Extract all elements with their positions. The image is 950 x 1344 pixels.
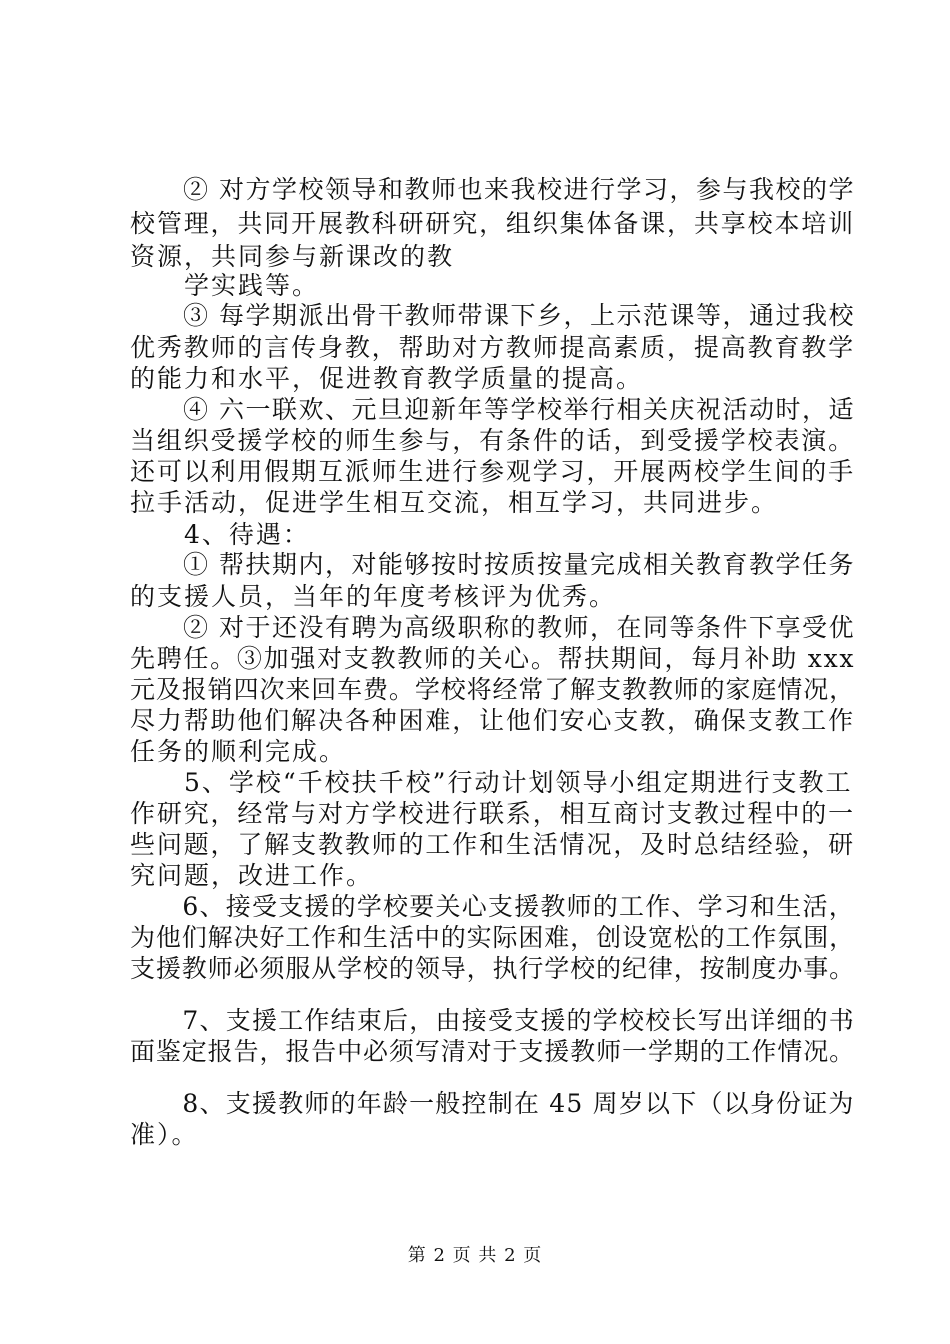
page-number: 第 2 页 共 2 页 [407,1245,543,1266]
text-line: 先聘任。③加强对支教教师的关心。帮扶期间，每月补助 xxx [130,644,856,673]
text-line: 为他们解决好工作和生活中的实际困难，创设宽松的工作氛围， [130,923,856,952]
text-line: 当组织受援学校的师生参与，有条件的话，到受援学校表演。 [130,426,856,455]
text-line: 校管理，共同开展教科研研究，组织集体备课，共享校本培训 [130,209,856,238]
text-line: 5、学校“千校扶千校”行动计划领导小组定期进行支教工 [130,768,853,797]
text-line: 面鉴定报告，报告中必须写清对于支援教师一学期的工作情况。 [130,1037,856,1066]
text-line: ① 帮扶期内，对能够按时按质按量完成相关教育教学任务 [130,550,855,579]
text-line: 准）。 [130,1120,199,1149]
text-line: 尽力帮助他们解决各种困难，让他们安心支教，确保支教工作 [130,706,856,735]
text-line: ③ 每学期派出骨干教师带课下乡，上示范课等，通过我校 [130,301,855,330]
text-line: 6、接受支援的学校要关心支援教师的工作、学习和生活， [130,892,855,921]
text-line: 些问题，了解支教教师的工作和生活情况，及时总结经验，研 [130,830,856,859]
text-line: 优秀教师的言传身教，帮助对方教师提高素质，提高教育教学 [130,333,856,362]
text-line: 的能力和水平，促进教育教学质量的提高。 [130,364,644,393]
text-line: 支援教师必须服从学校的领导，执行学校的纪律，按制度办事。 [130,954,856,983]
text-line: 资源，共同参与新课改的教 [130,242,455,271]
text-line: 拉手活动，促进学生相互交流，相互学习，共同进步。 [130,488,779,517]
text-line: 的支援人员，当年的年度考核评为优秀。 [130,582,617,611]
text-line: 元及报销四次来回车费。学校将经常了解支教教师的家庭情况， [130,675,856,704]
text-line: 还可以利用假期互派师生进行参观学习，开展两校学生间的手 [130,457,856,486]
text-line: 8、支援教师的年龄一般控制在 45 周岁以下（以身份证为 [130,1089,855,1118]
text-line: 究问题，改进工作。 [130,861,374,890]
text-line: 作研究，经常与对方学校进行联系，相互商讨支教过程中的一 [130,799,856,828]
text-line: ② 对于还没有聘为高级职称的教师，在同等条件下享受优 [130,613,855,642]
text-line: 7、支援工作结束后，由接受支援的学校校长写出详细的书 [130,1006,855,1035]
text-line: 任务的顺利完成。 [130,737,347,766]
text-line: 学实践等。 [130,271,320,300]
text-line: 4、待遇： [130,520,310,549]
text-line: ② 对方学校领导和教师也来我校进行学习，参与我校的学 [130,175,855,204]
text-line: ④ 六一联欢、元旦迎新年等学校举行相关庆祝活动时，适 [130,395,855,424]
